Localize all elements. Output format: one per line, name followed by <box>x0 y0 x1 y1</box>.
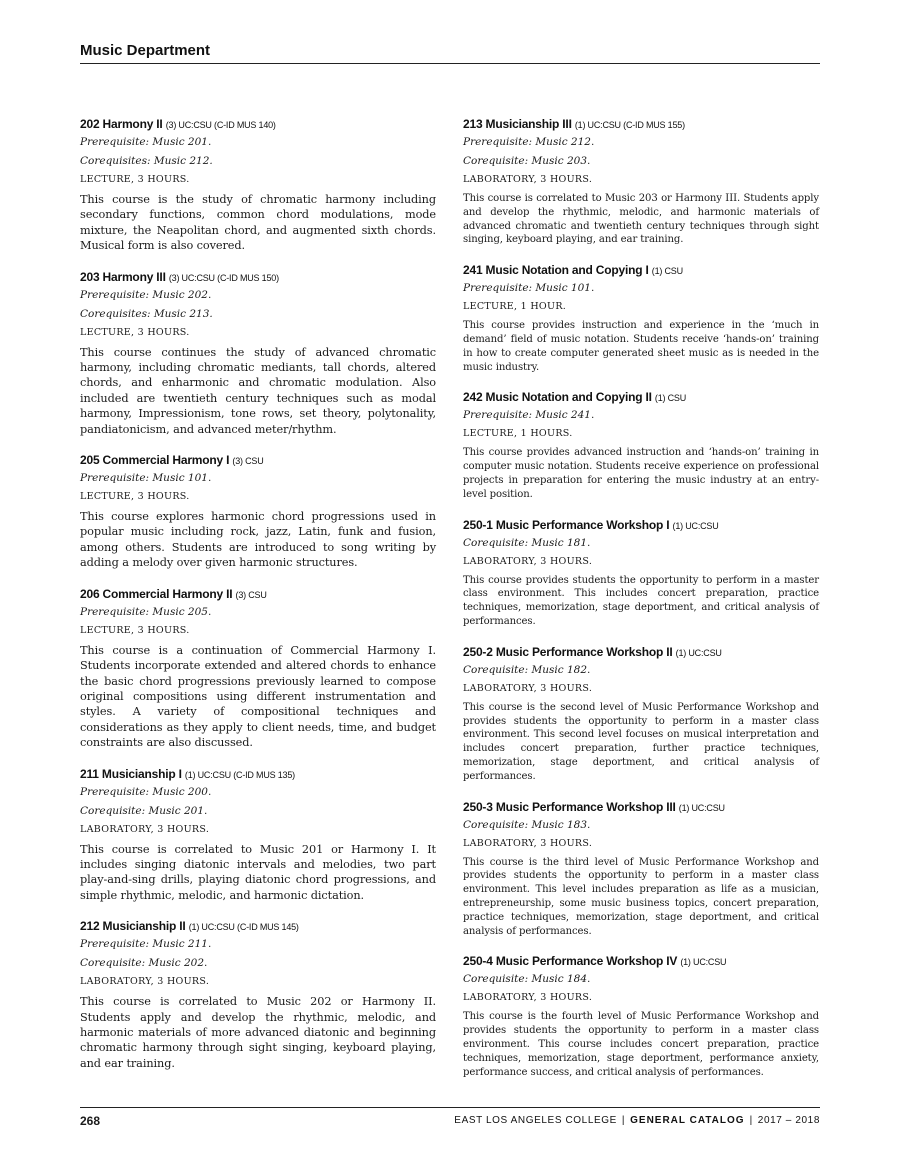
course-hours: LECTURE, 3 HOURS. <box>80 624 190 636</box>
course-entry <box>463 262 819 374</box>
course-entry <box>463 116 819 247</box>
course-description: This course is the second level of Music Performance Workshop and provides students the opportunity to perform in a master class environment. This second level focuses on musical interpretation and includes concert preparation, further practice techniques, memorization, stage deportment, and critical analysis of performances. <box>463 701 819 782</box>
course-requisite: Corequisites: Music 212. <box>80 155 213 167</box>
course-description: This course explores harmonic chord progressions used in popular music including rock, jazz, Latin, funk and fusion, among others. Students are introduced to song writing by adding a melody over given harmonic structures. <box>80 510 436 570</box>
course-units: (1) UC:CSU (C-ID MUS 135) <box>184 769 295 780</box>
course-title <box>80 586 436 603</box>
course-entry <box>463 517 819 629</box>
course-title <box>80 918 436 935</box>
course-description: This course is correlated to Music 202 or Harmony II. Students apply and develop the rhythmic, melodic, and harmonic materials of more advanced diatonic and beginning chromatic harmony through sight singing, keyboard playing, and ear training. <box>80 995 436 1070</box>
course-units: (1) UC:CSU (C-ID MUS 155) <box>574 120 685 130</box>
course-description: This course provides advanced instruction and ‘hands-on’ training in computer music notation. Students receive experience on professional projects in preparation for entering the music industry at an entry-level position. <box>463 447 819 500</box>
course-name: 203 Harmony III <box>80 269 166 284</box>
course-requisite: Prerequisite: Music 101. <box>80 472 212 485</box>
course-name: 213 Musicianship III <box>463 117 572 131</box>
course-units: (3) UC:CSU (C-ID MUS 140) <box>165 120 276 130</box>
course-name: 250-4 Music Performance Workshop IV <box>463 954 678 969</box>
college-name: EAST LOS ANGELES COLLEGE <box>454 1115 617 1126</box>
course-title <box>463 517 819 534</box>
course-entry <box>463 799 819 939</box>
course-hours: LABORATORY, 3 HOURS. <box>463 837 593 849</box>
course-requisite: Corequisite: Music 182. <box>463 663 591 676</box>
course-units: (1) UC:CSU <box>678 802 725 813</box>
course-title <box>80 766 436 783</box>
course-title <box>463 799 819 816</box>
course-title <box>463 262 819 279</box>
course-requisite: Corequisite: Music 181. <box>463 536 591 549</box>
catalog-years: 2017 – 2018 <box>757 1115 820 1126</box>
course-title <box>463 389 819 406</box>
course-requisite: Prerequisite: Music 212. <box>463 136 595 148</box>
course-requisite: Corequisite: Music 184. <box>463 973 591 986</box>
course-description: This course is the third level of Music Performance Workshop and provides students the opportunity to perform in a master class environment. This level includes preparation as life as a musician, entrepreneurship, some music business topics, concert preparation, practice techniques, memorization, stage deportment, and critical analysis of performances. <box>463 856 819 937</box>
course-description: This course is the study of chromatic harmony including secondary functions, common chord modulations, mode mixture, the Neapolitan chord, and augmented sixth chords. Musical form is also covered. <box>80 193 436 253</box>
course-name: 202 Harmony II <box>80 117 163 131</box>
footer-rule <box>80 1107 820 1108</box>
course-hours: LABORATORY, 3 HOURS. <box>463 174 593 185</box>
course-units: (1) UC:CSU <box>675 647 722 658</box>
course-entry <box>463 389 819 501</box>
course-units: (1) UC:CSU <box>680 957 727 968</box>
course-units: (3) CSU <box>232 456 264 467</box>
course-hours: LABORATORY, 3 HOURS. <box>463 555 593 567</box>
course-name: 211 Musicianship I <box>80 766 182 781</box>
course-title <box>80 452 436 469</box>
header-rule <box>80 63 820 64</box>
course-title <box>80 269 436 286</box>
course-name: 242 Music Notation and Copying II <box>463 390 652 405</box>
footer-catalog-info <box>454 1115 820 1126</box>
course-requisite: Corequisite: Music 183. <box>463 818 591 831</box>
course-requisite: Corequisite: Music 201. <box>80 804 208 817</box>
course-name: 205 Commercial Harmony I <box>80 453 230 468</box>
course-description: This course provides students the opportunity to perform in a master class environment. This includes concert preparation, practice techniques, memorization, stage deportment, and critical analysis of performances. <box>463 574 819 627</box>
course-units: (1) UC:CSU (C-ID MUS 145) <box>188 922 299 933</box>
course-name: 250-2 Music Performance Workshop II <box>463 644 673 659</box>
running-head: Music Department <box>80 42 211 59</box>
course-title <box>80 116 436 133</box>
page-number: 268 <box>80 1114 101 1128</box>
course-name: 241 Music Notation and Copying I <box>463 263 649 278</box>
course-hours: LABORATORY, 3 HOURS. <box>80 823 210 835</box>
course-requisite: Prerequisite: Music 101. <box>463 282 595 295</box>
footer-separator: | <box>749 1115 753 1126</box>
course-requisite: Prerequisite: Music 201. <box>80 136 212 148</box>
course-hours: LECTURE, 3 HOURS. <box>80 326 190 338</box>
course-requisite: Prerequisite: Music 241. <box>463 409 595 422</box>
course-hours: LABORATORY, 3 HOURS. <box>80 976 210 988</box>
course-name: 250-1 Music Performance Workshop I <box>463 517 670 532</box>
course-units: (3) CSU <box>235 589 267 600</box>
course-hours: LABORATORY, 3 HOURS. <box>463 682 593 694</box>
course-entry <box>80 586 436 751</box>
course-description: This course continues the study of advanced chromatic harmony, including chromatic mediants, tall chords, altered chords, and enharmonic and chromatic modulation. Also included are twentieth century techniques such as modal harmony, Impressionism, tone rows, set theory, polytonality, pandiatonicism, and advanced meter/rhythm. <box>80 345 436 436</box>
course-units: (1) UC:CSU <box>672 520 719 531</box>
course-requisite: Corequisite: Music 202. <box>80 957 208 970</box>
course-hours: LECTURE, 1 HOURS. <box>463 428 573 440</box>
course-description: This course is correlated to Music 203 or Harmony III. Students apply and develop the rhythmic, melodic, and harmonic materials of advanced chromatic and twentieth century techniques through sight singing, keyboard playing, and ear training. <box>463 193 819 246</box>
left-column <box>80 116 436 1086</box>
course-entry <box>463 644 819 784</box>
course-hours: LECTURE, 3 HOURS. <box>80 491 190 503</box>
course-requisite: Prerequisite: Music 202. <box>80 288 212 301</box>
course-entry <box>80 766 436 904</box>
course-entry <box>463 953 819 1079</box>
course-description: This course is a continuation of Commercial Harmony I. Students incorporate extended and altered chords to enhance the basic chord progressions previously learned to compose original compositions using different instrumentation and styles. A variety of compositional techniques and considerations as they apply to client needs, time, and budget constraints are also discussed. <box>80 643 436 750</box>
course-name: 250-3 Music Performance Workshop III <box>463 799 676 814</box>
catalog-name: GENERAL CATALOG <box>630 1115 745 1126</box>
right-column <box>463 116 819 1094</box>
course-entry <box>80 452 436 571</box>
course-entry <box>80 918 436 1071</box>
course-description: This course is the fourth level of Music Performance Workshop and provides students the opportunity to perform in a master class environment. This course includes concert preparation, practice techniques, memorization, stage deportment, performance anxiety, performance success, and critical analysis of performances. <box>463 1011 819 1078</box>
course-requisite: Corequisite: Music 203. <box>463 155 591 167</box>
course-name: 212 Musicianship II <box>80 919 186 934</box>
course-title <box>463 953 819 970</box>
course-entry <box>80 116 436 254</box>
course-name: 206 Commercial Harmony II <box>80 586 233 601</box>
course-description: This course is correlated to Music 201 or Harmony I. It includes singing diatonic intervals and melodies, two part play-and-sing drills, playing diatonic chord progressions, and simple rhythmic, melodic, and harmonic dictation. <box>80 842 436 902</box>
course-title <box>463 644 819 661</box>
course-hours: LECTURE, 3 HOURS. <box>80 174 190 185</box>
course-entry <box>80 269 436 437</box>
course-requisite: Prerequisite: Music 211. <box>80 938 212 951</box>
course-units: (1) CSU <box>654 393 687 404</box>
course-title <box>463 116 819 133</box>
course-requisite: Prerequisite: Music 205. <box>80 605 212 618</box>
course-hours: LABORATORY, 3 HOURS. <box>463 992 593 1004</box>
course-hours: LECTURE, 1 HOUR. <box>463 301 567 313</box>
course-requisite: Corequisites: Music 213. <box>80 307 213 320</box>
course-units: (1) CSU <box>651 266 683 277</box>
course-units: (3) UC:CSU (C-ID MUS 150) <box>168 272 279 283</box>
course-requisite: Prerequisite: Music 200. <box>80 785 212 798</box>
course-description: This course provides instruction and experience in the ‘much in demand’ field of music notation. Students receive ‘hands-on’ training in how to create computer generated sheet music as is needed in the music industry. <box>463 320 819 373</box>
footer-separator: | <box>621 1115 626 1126</box>
